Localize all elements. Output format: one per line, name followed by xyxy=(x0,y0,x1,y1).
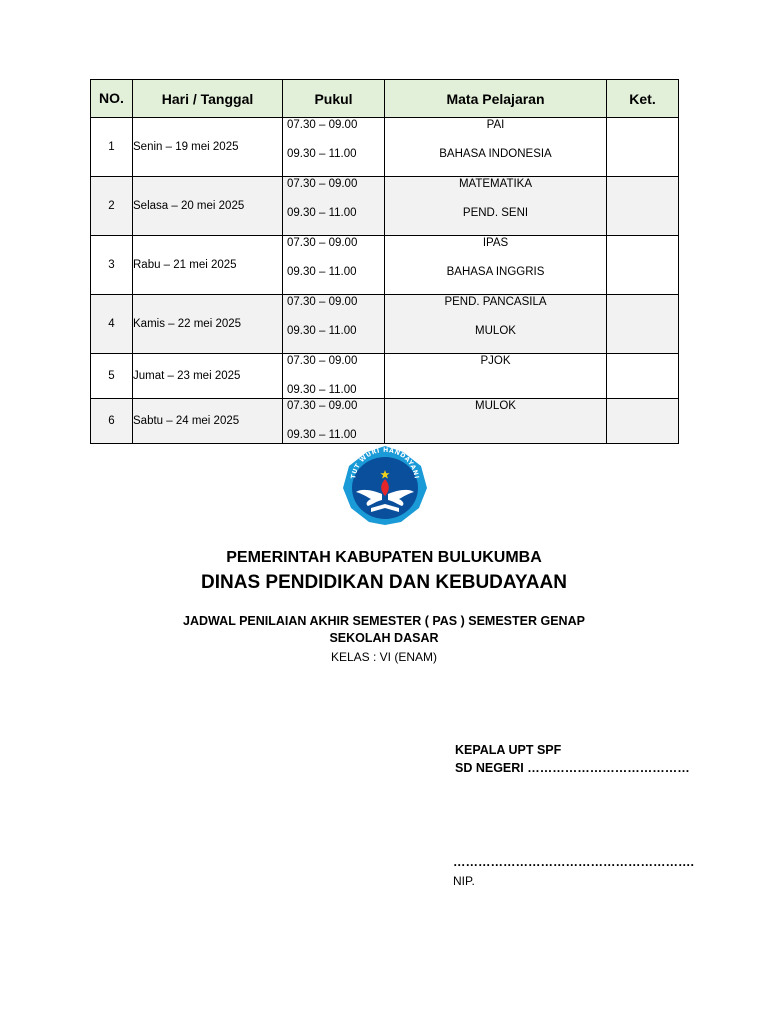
signature-nip: NIP. xyxy=(453,874,475,888)
subject-2: BAHASA INGGRIS xyxy=(446,266,545,278)
row-subject xyxy=(385,236,607,295)
header-time: Pukul xyxy=(283,80,385,118)
time-slot-1: 07.30 – 09.00 xyxy=(287,237,358,249)
row-day: Jumat – 23 mei 2025 xyxy=(133,354,283,399)
row-day: Sabtu – 24 mei 2025 xyxy=(133,399,283,444)
row-no: 3 xyxy=(91,236,133,295)
header-no: NO. xyxy=(91,80,133,118)
row-note xyxy=(607,295,679,354)
table-row xyxy=(91,118,679,177)
signature-school: SD NEGERI ………………………………… xyxy=(455,761,690,775)
header-subject: Mata Pelajaran xyxy=(385,80,607,118)
heading-government: PEMERINTAH KABUPATEN BULUKUMBA xyxy=(226,549,542,566)
row-note xyxy=(607,177,679,236)
schedule-table xyxy=(90,79,679,444)
table-header-row xyxy=(91,80,679,118)
heading-school-level: SEKOLAH DASAR xyxy=(329,631,439,645)
subject-1: MATEMATIKA xyxy=(458,178,533,190)
row-day: Selasa – 20 mei 2025 xyxy=(133,177,283,236)
row-time xyxy=(283,118,385,177)
row-time xyxy=(283,354,385,399)
signature-title: KEPALA UPT SPF xyxy=(455,743,562,757)
row-note xyxy=(607,236,679,295)
time-slot-1: 07.30 – 09.00 xyxy=(287,178,358,190)
row-subject xyxy=(385,177,607,236)
row-time xyxy=(283,295,385,354)
row-time xyxy=(283,236,385,295)
subject-1: MULOK xyxy=(475,400,516,412)
emblem-motto-text: TUT WURI HANDAYANI xyxy=(350,446,420,480)
heading-department: DINAS PENDIDIKAN DAN KEBUDAYAAN xyxy=(201,572,567,593)
signature-name-line: …………………………………………………. xyxy=(453,855,694,869)
row-subject xyxy=(385,399,607,444)
table-row xyxy=(91,354,679,399)
subject-2: MULOK xyxy=(475,325,516,337)
row-day: Kamis – 22 mei 2025 xyxy=(133,295,283,354)
tut-wuri-handayani-emblem-icon xyxy=(341,444,429,526)
row-no: 2 xyxy=(91,177,133,236)
row-time xyxy=(283,177,385,236)
time-slot-2: 09.30 – 11.00 xyxy=(287,429,357,441)
time-slot-2: 09.30 – 11.00 xyxy=(287,207,357,219)
header-note: Ket. xyxy=(607,80,679,118)
row-note xyxy=(607,399,679,444)
time-slot-1: 07.30 – 09.00 xyxy=(287,296,358,308)
row-time xyxy=(283,399,385,444)
row-subject xyxy=(385,354,607,399)
table-row xyxy=(91,177,679,236)
subject-2: BAHASA INDONESIA xyxy=(439,148,552,160)
row-day: Senin – 19 mei 2025 xyxy=(133,118,283,177)
row-no: 1 xyxy=(91,118,133,177)
time-slot-2: 09.30 – 11.00 xyxy=(287,325,357,337)
subject-1: PAI xyxy=(486,119,505,131)
subject-1: PJOK xyxy=(480,355,511,367)
subject-1: PEND. PANCASILA xyxy=(444,296,547,308)
time-slot-2: 09.30 – 11.00 xyxy=(287,148,357,160)
time-slot-2: 09.30 – 11.00 xyxy=(287,266,357,278)
time-slot-1: 07.30 – 09.00 xyxy=(287,119,358,131)
table-row xyxy=(91,295,679,354)
row-subject xyxy=(385,295,607,354)
header-day: Hari / Tanggal xyxy=(133,80,283,118)
subject-1: IPAS xyxy=(482,237,509,249)
time-slot-1: 07.30 – 09.00 xyxy=(287,355,358,367)
row-no: 5 xyxy=(91,354,133,399)
table-row xyxy=(91,236,679,295)
row-no: 6 xyxy=(91,399,133,444)
row-subject xyxy=(385,118,607,177)
heading-exam-schedule: JADWAL PENILAIAN AKHIR SEMESTER ( PAS ) SEMESTER GENAP xyxy=(183,614,585,628)
row-no: 4 xyxy=(91,295,133,354)
row-note xyxy=(607,118,679,177)
row-day: Rabu – 21 mei 2025 xyxy=(133,236,283,295)
time-slot-1: 07.30 – 09.00 xyxy=(287,400,358,412)
table-row xyxy=(91,399,679,444)
subject-2: PEND. SENI xyxy=(462,207,529,219)
row-note xyxy=(607,354,679,399)
time-slot-2: 09.30 – 11.00 xyxy=(287,384,357,396)
heading-class: KELAS : VI (ENAM) xyxy=(330,650,438,664)
